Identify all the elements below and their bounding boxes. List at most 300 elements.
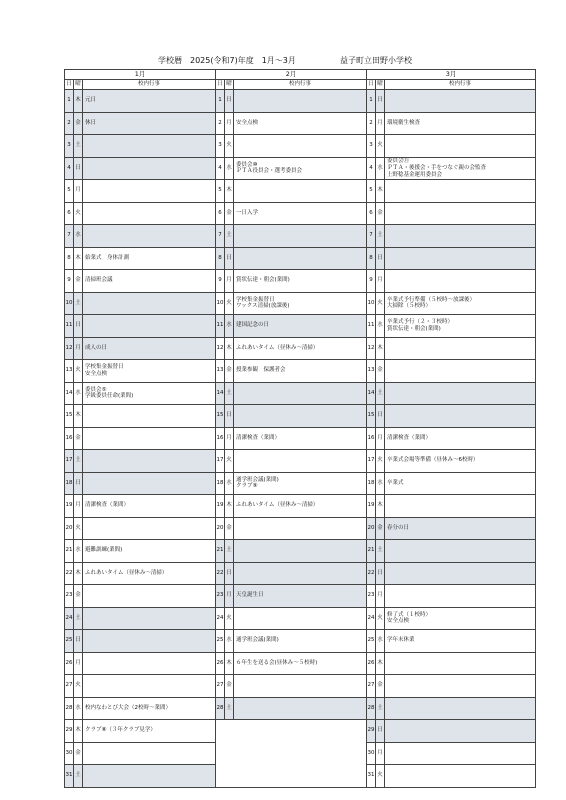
- day-number: 18: [367, 472, 376, 495]
- day-number: 8: [65, 247, 74, 270]
- day-events: [234, 495, 367, 518]
- day-number: 12: [65, 337, 74, 360]
- day-events: [385, 652, 536, 675]
- day-number: 5: [65, 180, 74, 203]
- weekday: 水: [74, 225, 83, 248]
- day-events: [83, 495, 216, 518]
- event-text: 委員会⑪: [387, 158, 410, 165]
- weekday: 日: [225, 405, 234, 428]
- col-day-header: 日: [367, 80, 376, 90]
- day-events: [83, 135, 216, 158]
- day-number: 3: [65, 135, 74, 158]
- event-text: ふれあいタイム（昼休み～清掃）: [85, 569, 168, 576]
- weekday: 土: [74, 135, 83, 158]
- day-number: 30: [65, 742, 74, 765]
- event-text: 清潔検査（業間）: [236, 434, 281, 441]
- day-events: [385, 405, 536, 428]
- event-text: 卒業式会場等準備（昼休み～6校時）: [387, 457, 479, 464]
- day-number: 1: [367, 90, 376, 113]
- day-number: 5: [367, 180, 376, 203]
- weekday: 金: [74, 270, 83, 293]
- day-events: [83, 540, 216, 563]
- day-number: 26: [65, 652, 74, 675]
- weekday: 火: [74, 202, 83, 225]
- day-number: 20: [367, 517, 376, 540]
- day-number: 15: [367, 405, 376, 428]
- weekday: 火: [225, 292, 234, 315]
- weekday: 月: [376, 112, 385, 135]
- table-row: [65, 315, 536, 338]
- weekday: 火: [225, 450, 234, 473]
- day-events: [234, 202, 367, 225]
- event-text: 大掃除（５校時）: [387, 303, 432, 310]
- weekday: 金: [376, 360, 385, 383]
- day-number: 28: [65, 697, 74, 720]
- weekday: 月: [376, 270, 385, 293]
- event-text: 休日: [85, 119, 97, 126]
- month-header: 1月: [65, 70, 216, 80]
- table-row: [65, 562, 536, 585]
- weekday: 木: [376, 180, 385, 203]
- day-events: [83, 742, 216, 765]
- day-events: [385, 135, 536, 158]
- day-events: [385, 180, 536, 203]
- weekday: 金: [225, 517, 234, 540]
- day-number: 6: [367, 202, 376, 225]
- day-events: [83, 292, 216, 315]
- weekday: 土: [74, 765, 83, 788]
- table-row: [65, 585, 536, 608]
- day-number: 4: [216, 157, 225, 180]
- day-number: 10: [216, 292, 225, 315]
- day-events: [234, 337, 367, 360]
- day-events: [83, 382, 216, 405]
- weekday: 月: [74, 652, 83, 675]
- day-number: 31: [367, 765, 376, 788]
- event-text: 学校集金振替日: [85, 364, 124, 371]
- weekday: 月: [225, 585, 234, 608]
- table-row: [65, 112, 536, 135]
- day-number: 26: [216, 652, 225, 675]
- day-events: [83, 697, 216, 720]
- day-events: [234, 315, 367, 338]
- weekday: 月: [74, 337, 83, 360]
- weekday: 木: [225, 337, 234, 360]
- day-number: 26: [367, 652, 376, 675]
- day-number: 30: [367, 742, 376, 765]
- event-text: 授業参観 保護者会: [236, 367, 286, 374]
- table-row: [65, 630, 536, 653]
- table-row: [65, 90, 536, 113]
- day-number: 20: [65, 517, 74, 540]
- day-number: 12: [367, 337, 376, 360]
- day-events: [234, 585, 367, 608]
- weekday: 木: [225, 495, 234, 518]
- day-number: 14: [65, 382, 74, 405]
- day-number: 28: [216, 697, 225, 720]
- weekday: 木: [376, 652, 385, 675]
- day-events: [83, 427, 216, 450]
- weekday: 木: [74, 720, 83, 743]
- event-text: 学校集金振替日: [236, 296, 275, 303]
- weekday: 日: [225, 247, 234, 270]
- day-number: 5: [216, 180, 225, 203]
- day-number: 7: [216, 225, 225, 248]
- weekday: 日: [74, 315, 83, 338]
- day-number: 11: [216, 315, 225, 338]
- weekday: 土: [376, 540, 385, 563]
- day-number: 23: [216, 585, 225, 608]
- page-title: 学校暦 2025(令和7)年度 1月～3月: [158, 56, 296, 65]
- day-events: [234, 225, 367, 248]
- day-events: [385, 742, 536, 765]
- day-events: [83, 112, 216, 135]
- day-events: [385, 450, 536, 473]
- day-number: 21: [216, 540, 225, 563]
- day-events: [385, 427, 536, 450]
- table-row: [65, 450, 536, 473]
- event-text: 清潔検査（業間）: [387, 434, 432, 441]
- day-events: [83, 247, 216, 270]
- day-events: [234, 135, 367, 158]
- weekday: 土: [376, 382, 385, 405]
- day-number: 8: [216, 247, 225, 270]
- event-text: 避難訓練(業間): [85, 547, 123, 554]
- weekday: 水: [225, 472, 234, 495]
- day-events: [234, 630, 367, 653]
- day-events: [385, 765, 536, 788]
- day-number: 20: [216, 517, 225, 540]
- day-events: [385, 495, 536, 518]
- table-row: [65, 517, 536, 540]
- day-events: [234, 540, 367, 563]
- day-events: [83, 225, 216, 248]
- event-text: クラブ⑧（３年クラブ見学）: [85, 727, 156, 734]
- day-number: 3: [367, 135, 376, 158]
- day-number: 18: [216, 472, 225, 495]
- day-number: 4: [367, 157, 376, 180]
- day-events: [234, 270, 367, 293]
- weekday: 土: [225, 382, 234, 405]
- day-number: 29: [367, 720, 376, 743]
- event-text: 建国記念の日: [236, 322, 270, 329]
- weekday: 火: [74, 517, 83, 540]
- col-weekday-header: 曜: [74, 80, 83, 90]
- day-number: 13: [65, 360, 74, 383]
- table-row: [65, 495, 536, 518]
- day-number: 4: [65, 157, 74, 180]
- col-weekday-header: 曜: [376, 80, 385, 90]
- day-number: 7: [367, 225, 376, 248]
- weekday: 日: [376, 720, 385, 743]
- day-number: 10: [65, 292, 74, 315]
- page-header: [0, 55, 566, 69]
- table-row: [65, 720, 536, 743]
- day-events: [234, 472, 367, 495]
- col-day-header: 日: [65, 80, 74, 90]
- event-text: 賞状伝達・朝会(業間): [236, 277, 290, 284]
- table-row: [65, 675, 536, 698]
- weekday: 火: [74, 360, 83, 383]
- weekday: 金: [376, 675, 385, 698]
- event-text: 安全点検: [236, 119, 259, 126]
- weekday: 日: [225, 90, 234, 113]
- weekday: 日: [376, 90, 385, 113]
- table-row: [65, 427, 536, 450]
- day-number: 2: [65, 112, 74, 135]
- day-events: [234, 112, 367, 135]
- day-events: [385, 360, 536, 383]
- month-header: 2月: [216, 70, 367, 80]
- day-number: 15: [65, 405, 74, 428]
- table-row: [65, 202, 536, 225]
- weekday: 火: [74, 675, 83, 698]
- day-events: [385, 697, 536, 720]
- empty-cell: [216, 720, 367, 788]
- day-events: [385, 382, 536, 405]
- event-text: 清掃班会議: [85, 277, 113, 284]
- weekday: 木: [376, 337, 385, 360]
- event-text: 学級委員任命(業間): [85, 393, 134, 400]
- day-number: 14: [367, 382, 376, 405]
- day-events: [83, 202, 216, 225]
- day-events: [385, 630, 536, 653]
- school-name: 益子町立田野小学校: [340, 56, 412, 65]
- day-number: 27: [216, 675, 225, 698]
- table-row: [65, 382, 536, 405]
- event-text: 成人の日: [85, 344, 108, 351]
- day-events: [234, 292, 367, 315]
- day-number: 16: [367, 427, 376, 450]
- weekday: 月: [376, 585, 385, 608]
- table-row: [65, 337, 536, 360]
- day-events: [83, 315, 216, 338]
- day-events: [385, 270, 536, 293]
- day-events: [385, 292, 536, 315]
- weekday: 木: [225, 652, 234, 675]
- day-events: [83, 562, 216, 585]
- day-events: [385, 157, 536, 180]
- day-number: 19: [216, 495, 225, 518]
- weekday: 土: [74, 292, 83, 315]
- day-number: 22: [367, 562, 376, 585]
- weekday: 木: [74, 247, 83, 270]
- weekday: 月: [74, 495, 83, 518]
- day-number: 23: [367, 585, 376, 608]
- day-number: 6: [65, 202, 74, 225]
- day-events: [234, 405, 367, 428]
- weekday: 日: [74, 472, 83, 495]
- day-events: [385, 517, 536, 540]
- day-events: [83, 652, 216, 675]
- event-text: 通学班会議(業間): [236, 637, 279, 644]
- day-number: 12: [216, 337, 225, 360]
- day-number: 19: [367, 495, 376, 518]
- day-events: [385, 675, 536, 698]
- weekday: 火: [376, 450, 385, 473]
- day-number: 9: [216, 270, 225, 293]
- day-number: 27: [367, 675, 376, 698]
- event-text: 上野稔基金運用委員会: [387, 171, 443, 178]
- weekday: 月: [74, 180, 83, 203]
- day-events: [83, 270, 216, 293]
- weekday: 水: [376, 315, 385, 338]
- col-events-header: 校内行事: [83, 80, 216, 90]
- day-number: 25: [367, 630, 376, 653]
- event-text: 春分の日: [387, 524, 410, 531]
- day-events: [83, 337, 216, 360]
- event-text: 一日入学: [236, 209, 259, 216]
- day-events: [83, 765, 216, 788]
- day-number: 1: [216, 90, 225, 113]
- day-number: 16: [216, 427, 225, 450]
- weekday: 日: [376, 247, 385, 270]
- weekday: 月: [225, 270, 234, 293]
- event-text: 清潔検査（業間）: [85, 502, 130, 509]
- day-events: [83, 405, 216, 428]
- day-events: [83, 585, 216, 608]
- weekday: 日: [376, 562, 385, 585]
- event-text: 賞状伝達・朝会(業間): [387, 325, 441, 332]
- day-events: [385, 472, 536, 495]
- weekday: 日: [74, 630, 83, 653]
- weekday: 水: [74, 697, 83, 720]
- weekday: 木: [225, 180, 234, 203]
- weekday: 金: [74, 112, 83, 135]
- day-number: 21: [367, 540, 376, 563]
- event-text: 修了式（１校時）: [387, 611, 432, 618]
- day-events: [385, 202, 536, 225]
- table-row: [65, 157, 536, 180]
- event-text: 始業式 身体計測: [85, 254, 130, 261]
- day-events: [83, 360, 216, 383]
- day-number: 17: [367, 450, 376, 473]
- day-events: [234, 562, 367, 585]
- event-text: ６年生を送る会(昼休み～５校時): [236, 659, 318, 666]
- weekday: 水: [225, 630, 234, 653]
- weekday: 金: [74, 742, 83, 765]
- table-row: [65, 135, 536, 158]
- weekday: 木: [376, 495, 385, 518]
- day-number: 18: [65, 472, 74, 495]
- day-events: [83, 607, 216, 630]
- event-text: 卒業式: [387, 479, 404, 486]
- day-number: 11: [65, 315, 74, 338]
- month-header: 3月: [367, 70, 536, 80]
- event-text: 委員会⑩: [236, 161, 258, 168]
- weekday: 土: [74, 607, 83, 630]
- day-events: [83, 180, 216, 203]
- day-events: [83, 157, 216, 180]
- day-events: [385, 247, 536, 270]
- day-number: 1: [65, 90, 74, 113]
- event-text: 卒業式予行準備（５校時～放課後）: [387, 296, 476, 303]
- weekday: 水: [376, 630, 385, 653]
- weekday: 日: [376, 405, 385, 428]
- table-row: [65, 697, 536, 720]
- day-events: [385, 540, 536, 563]
- day-events: [385, 562, 536, 585]
- weekday: 水: [225, 315, 234, 338]
- weekday: 月: [376, 742, 385, 765]
- weekday: 水: [376, 472, 385, 495]
- day-number: 29: [65, 720, 74, 743]
- weekday: 水: [225, 157, 234, 180]
- weekday: 水: [376, 157, 385, 180]
- col-day-header: 日: [216, 80, 225, 90]
- day-number: 2: [216, 112, 225, 135]
- day-number: 24: [65, 607, 74, 630]
- day-events: [385, 585, 536, 608]
- weekday: 金: [376, 202, 385, 225]
- day-events: [385, 720, 536, 743]
- weekday: 金: [225, 360, 234, 383]
- day-number: 13: [367, 360, 376, 383]
- weekday: 金: [74, 427, 83, 450]
- day-number: 16: [65, 427, 74, 450]
- day-events: [234, 157, 367, 180]
- calendar-table: [64, 69, 536, 788]
- day-events: [83, 90, 216, 113]
- weekday: 土: [376, 225, 385, 248]
- weekday: 火: [376, 607, 385, 630]
- event-text: 天皇誕生日: [236, 592, 264, 599]
- weekday: 火: [225, 135, 234, 158]
- day-number: 3: [216, 135, 225, 158]
- day-number: 25: [216, 630, 225, 653]
- day-number: 22: [65, 562, 74, 585]
- day-number: 23: [65, 585, 74, 608]
- weekday: 火: [376, 292, 385, 315]
- day-number: 19: [65, 495, 74, 518]
- day-events: [234, 382, 367, 405]
- event-text: 委員会⑤: [85, 386, 107, 393]
- event-text: クラブ⑨: [236, 483, 258, 490]
- day-events: [234, 360, 367, 383]
- day-events: [385, 607, 536, 630]
- day-events: [234, 247, 367, 270]
- day-number: 24: [367, 607, 376, 630]
- day-events: [385, 315, 536, 338]
- day-number: 9: [367, 270, 376, 293]
- day-events: [385, 112, 536, 135]
- day-number: 17: [65, 450, 74, 473]
- day-events: [234, 697, 367, 720]
- col-weekday-header: 曜: [225, 80, 234, 90]
- day-number: 11: [367, 315, 376, 338]
- day-number: 10: [367, 292, 376, 315]
- event-text: ふれあいタイム（昼休み～清掃）: [236, 502, 319, 509]
- day-number: 25: [65, 630, 74, 653]
- day-number: 24: [216, 607, 225, 630]
- event-text: 卒業式予行（２・３校時）: [387, 319, 454, 326]
- weekday: 土: [225, 225, 234, 248]
- col-events-header: 校内行事: [234, 80, 367, 90]
- day-events: [83, 675, 216, 698]
- event-text: 学年末休業: [387, 637, 415, 644]
- table-row: [65, 607, 536, 630]
- table-row: [65, 247, 536, 270]
- day-events: [83, 472, 216, 495]
- day-events: [234, 607, 367, 630]
- weekday: 木: [74, 562, 83, 585]
- event-text: ふれあいタイム（昼休み～清掃）: [236, 344, 319, 351]
- day-events: [234, 450, 367, 473]
- weekday: 日: [74, 157, 83, 180]
- weekday: 火: [225, 607, 234, 630]
- day-number: 6: [216, 202, 225, 225]
- day-number: 28: [367, 697, 376, 720]
